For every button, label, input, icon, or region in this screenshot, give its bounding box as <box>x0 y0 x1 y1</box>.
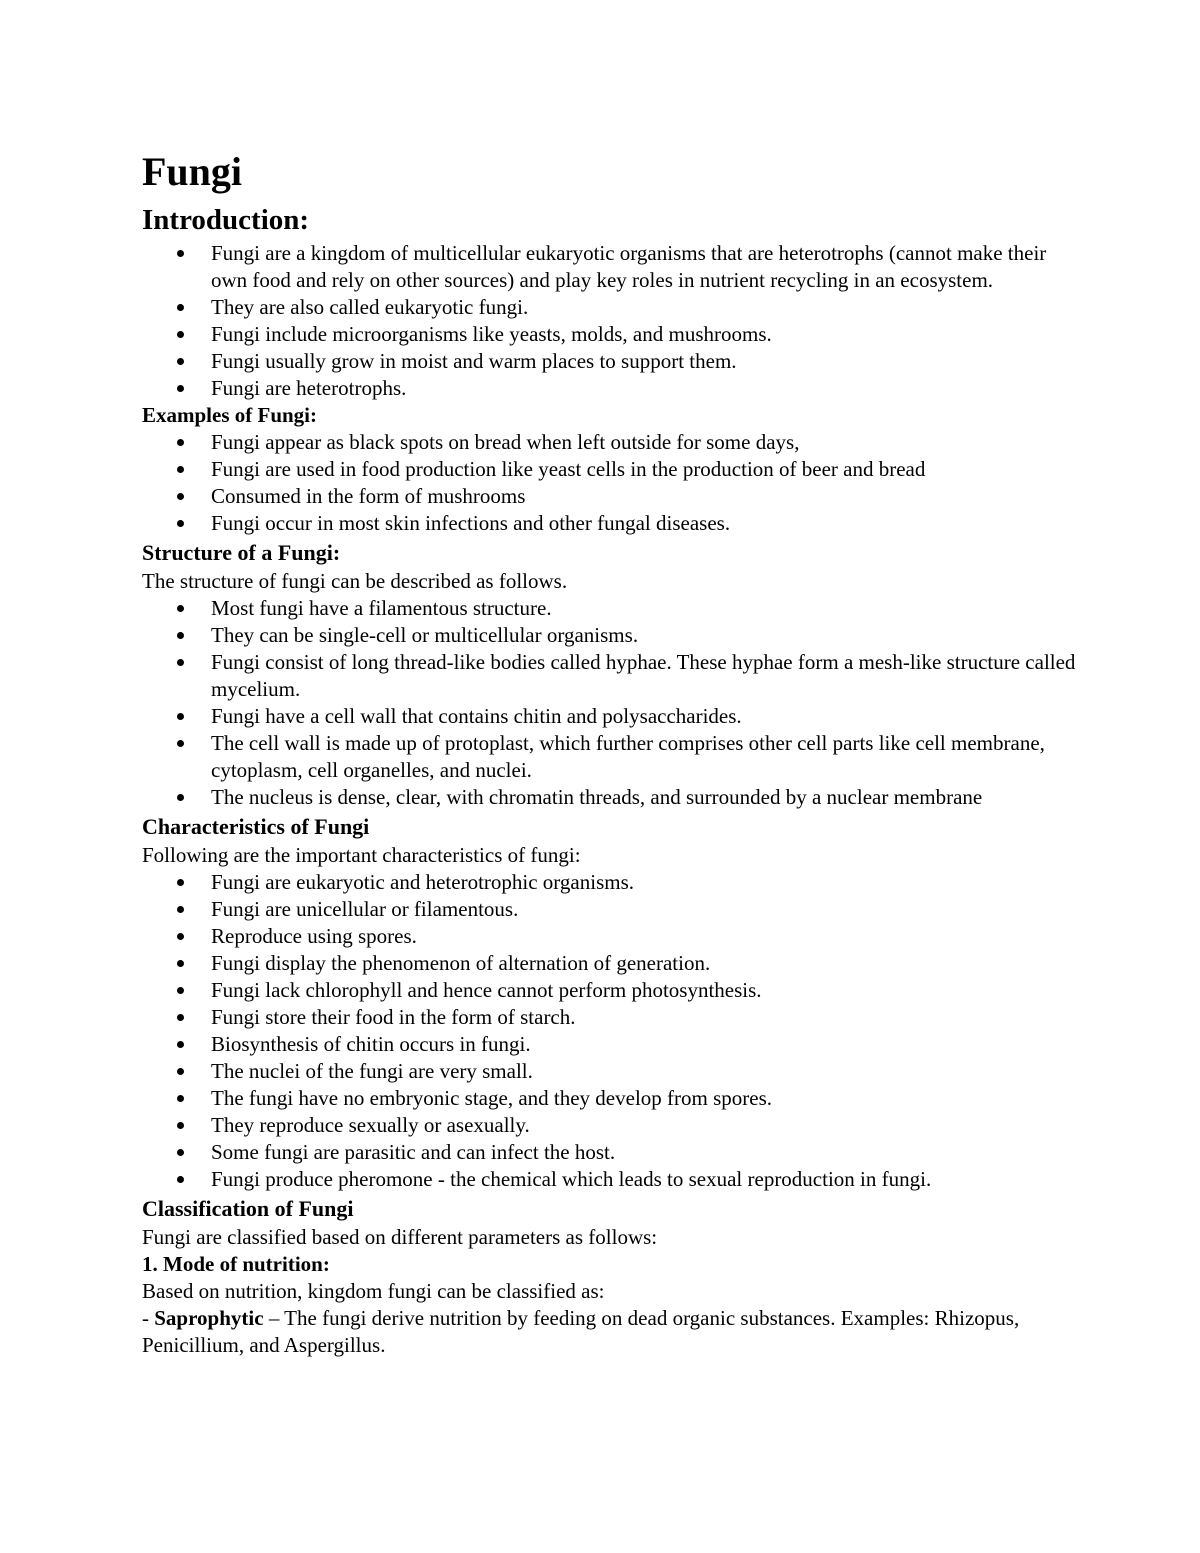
document-title: Fungi <box>142 149 243 194</box>
classification-intro: Fungi are classified based on different parameters as follows: <box>142 1225 658 1249</box>
examples-heading: Examples of Fungi: <box>142 403 318 427</box>
saprophytic-paragraph <box>142 1305 1082 1359</box>
characteristics-list <box>142 869 1082 1193</box>
list-item: Fungi produce pheromone - the chemical which leads to sexual reproduction in fungi. <box>142 1166 1082 1193</box>
list-item: Most fungi have a filamentous structure. <box>142 595 1082 622</box>
list-item: They are also called eukaryotic fungi. <box>142 294 1082 321</box>
saprophytic-text: – The fungi derive nutrition by feeding on dead organic substances. Examples: Rhizopus, Penicillium, and Aspergillus. <box>142 1306 1020 1357</box>
list-item: Biosynthesis of chitin occurs in fungi. <box>142 1031 1082 1058</box>
list-item: Fungi display the phenomenon of alternation of generation. <box>142 950 1082 977</box>
list-item: Reproduce using spores. <box>142 923 1082 950</box>
list-item: Fungi include microorganisms like yeasts, molds, and mushrooms. <box>142 321 1082 348</box>
list-item: Fungi usually grow in moist and warm places to support them. <box>142 348 1082 375</box>
list-item: Fungi lack chlorophyll and hence cannot perform photosynthesis. <box>142 977 1082 1004</box>
characteristics-intro: Following are the important characteristics of fungi: <box>142 843 581 867</box>
list-item: Fungi are heterotrophs. <box>142 375 1082 402</box>
list-item: Fungi are unicellular or filamentous. <box>142 896 1082 923</box>
examples-list <box>142 429 1082 537</box>
list-item: The cell wall is made up of protoplast, which further comprises other cell parts like cell membrane, cytoplasm, cell organelles, and nuclei. <box>142 730 1082 784</box>
structure-heading: Structure of a Fungi: <box>142 540 341 565</box>
mode-of-nutrition-heading: 1. Mode of nutrition: <box>142 1252 330 1276</box>
list-item: Fungi appear as black spots on bread when left outside for some days, <box>142 429 1082 456</box>
saprophytic-label: Saprophytic <box>154 1306 264 1330</box>
introduction-list <box>142 240 1082 402</box>
list-item: Fungi store their food in the form of starch. <box>142 1004 1082 1031</box>
list-item: They reproduce sexually or asexually. <box>142 1112 1082 1139</box>
list-item: Fungi are used in food production like yeast cells in the production of beer and bread <box>142 456 1082 483</box>
list-item: Fungi are a kingdom of multicellular eukaryotic organisms that are heterotrophs (cannot make their own food and rely on other sources) and play key roles in nutrient recycling in an ecosystem. <box>142 240 1082 294</box>
list-item: Some fungi are parasitic and can infect the host. <box>142 1139 1082 1166</box>
document-page <box>142 148 1082 1359</box>
introduction-heading: Introduction: <box>142 204 310 236</box>
list-item: They can be single-cell or multicellular organisms. <box>142 622 1082 649</box>
list-item: Fungi are eukaryotic and heterotrophic organisms. <box>142 869 1082 896</box>
list-item: Fungi consist of long thread-like bodies called hyphae. These hyphae form a mesh-like structure called mycelium. <box>142 649 1082 703</box>
structure-list <box>142 595 1082 811</box>
list-item: The fungi have no embryonic stage, and they develop from spores. <box>142 1085 1082 1112</box>
classification-heading: Classification of Fungi <box>142 1196 354 1221</box>
list-item: Fungi have a cell wall that contains chitin and polysaccharides. <box>142 703 1082 730</box>
list-item: Fungi occur in most skin infections and other fungal diseases. <box>142 510 1082 537</box>
list-item: The nuclei of the fungi are very small. <box>142 1058 1082 1085</box>
characteristics-heading: Characteristics of Fungi <box>142 814 370 839</box>
mode-of-nutrition-intro: Based on nutrition, kingdom fungi can be classified as: <box>142 1279 605 1303</box>
saprophytic-prefix: - <box>142 1306 155 1330</box>
structure-intro: The structure of fungi can be described as follows. <box>142 569 568 593</box>
list-item: The nucleus is dense, clear, with chromatin threads, and surrounded by a nuclear membrane <box>142 784 1082 811</box>
list-item: Consumed in the form of mushrooms <box>142 483 1082 510</box>
